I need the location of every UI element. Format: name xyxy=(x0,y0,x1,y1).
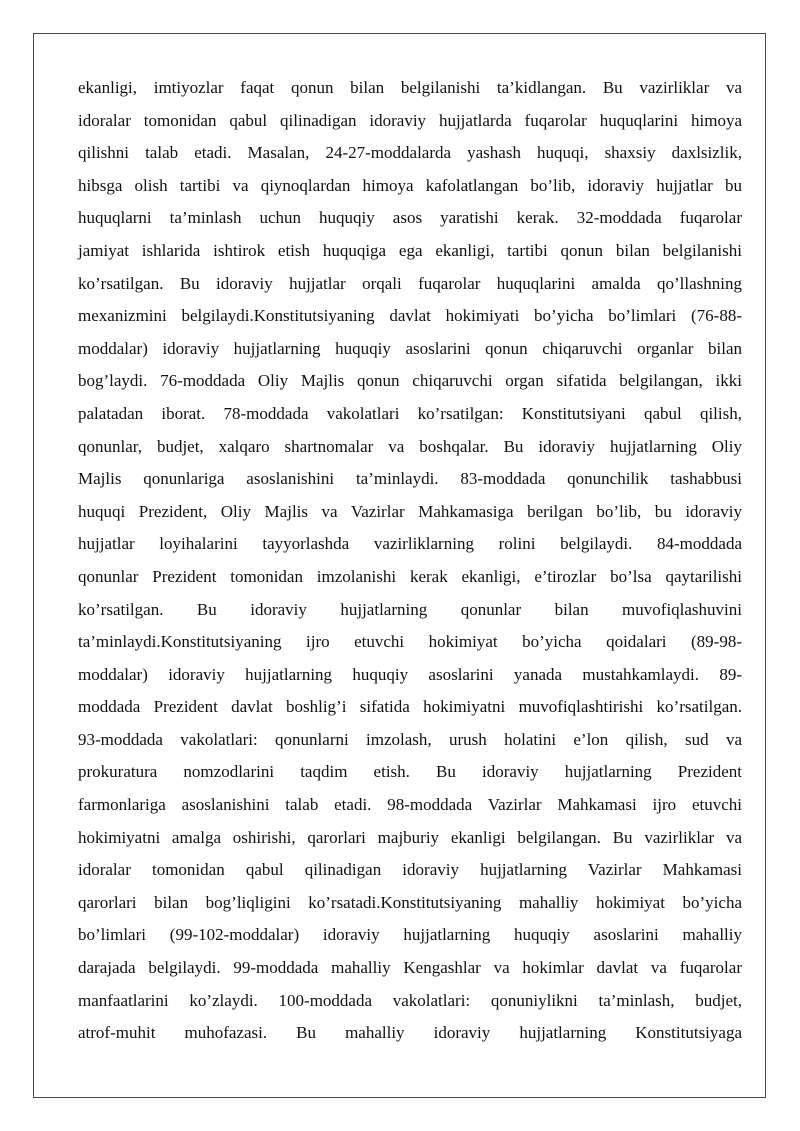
text-line: darajada belgilaydi. 99-moddada mahalliy Kengashlar va hokimlar davlat va fuqarolar xyxy=(78,958,742,978)
text-line: idoralar tomonidan qabul qilinadigan idoraviy hujjatlarda fuqarolar huquqlarini himoya xyxy=(78,110,742,130)
text-line: ko’rsatilgan. Bu idoraviy hujjatlarning qonunlar bilan muvofiqlashuvini xyxy=(78,599,742,619)
text-line: huquqi Prezident, Oliy Majlis va Vazirlar Mahkamasiga berilgan bo’lib, bu idoraviy xyxy=(78,501,742,521)
text-line: qonunlar Prezident tomonidan imzolanishi kerak ekanligi, e’tirozlar bo’lsa qaytarilishi xyxy=(78,566,742,586)
text-line: ta’minlaydi.Konstitutsiyaning ijro etuvchi hokimiyat bo’yicha qoidalari (89-98- xyxy=(78,632,742,652)
text-line: qonunlar, budjet, xalqaro shartnomalar va boshqalar. Bu idoraviy hujjatlarning Oliy xyxy=(78,436,742,456)
text-line: qarorlari bilan bog’liqligini ko’rsatadi.Konstitutsiyaning mahalliy hokimiyat bo’yicha xyxy=(78,892,742,912)
text-line: huquqlarni ta’minlash uchun huquqiy asos yaratishi kerak. 32-moddada fuqarolar xyxy=(78,208,742,228)
text-line: ko’rsatilgan. Bu idoraviy hujjatlar orqali fuqarolar huquqlarini amalda qo’llashning xyxy=(78,273,742,293)
text-line: farmonlariga asoslanishini talab etadi. 98-moddada Vazirlar Mahkamasi ijro etuvchi xyxy=(78,795,742,815)
text-line: moddalar) idoraviy hujjatlarning huquqiy asoslarini yanada mustahkamlaydi. 89- xyxy=(78,664,742,684)
text-line: 93-moddada vakolatlari: qonunlarni imzolash, urush holatini e’lon qilish, sud va xyxy=(78,729,742,749)
text-line: prokuratura nomzodlarini taqdim etish. Bu idoraviy hujjatlarning Prezident xyxy=(78,762,742,782)
body-text xyxy=(78,72,742,1050)
text-line: mexanizmini belgilaydi.Konstitutsiyaning davlat hokimiyati bo’yicha bo’limlari (76-88- xyxy=(78,306,742,326)
text-line: moddalar) idoraviy hujjatlarning huquqiy asoslarini qonun chiqaruvchi organlar bilan xyxy=(78,338,742,358)
text-line: jamiyat ishlarida ishtirok etish huquqiga ega ekanligi, tartibi qonun bilan belgilanishi xyxy=(78,240,742,260)
text-line: moddada Prezident davlat boshlig’i sifatida hokimiyatni muvofiqlashtirishi ko’rsatilgan. xyxy=(78,697,742,717)
text-line: manfaatlarini ko’zlaydi. 100-moddada vakolatlari: qonuniylikni ta’minlash, budjet, xyxy=(78,990,742,1010)
text-line: hujjatlar loyihalarini tayyorlashda vazirliklarning rolini belgilaydi. 84-moddada xyxy=(78,534,742,554)
text-line: bo’limlari (99-102-moddalar) idoraviy hujjatlarning huquqiy asoslarini mahalliy xyxy=(78,925,742,945)
text-line: ekanligi, imtiyozlar faqat qonun bilan belgilanishi ta’kidlangan. Bu vazirliklar va xyxy=(78,78,742,97)
text-line: hibsga olish tartibi va qiynoqlardan himoya kafolatlangan bo’lib, idoraviy hujjatlar bu xyxy=(78,175,742,195)
text-line: atrof-muhit muhofazasi. Bu mahalliy idoraviy hujjatlarning Konstitutsiyaga xyxy=(78,1023,742,1043)
text-line: bog’laydi. 76-moddada Oliy Majlis qonun chiqaruvchi organ sifatida belgilangan, ikki xyxy=(78,371,742,391)
text-line: qilishni talab etadi. Masalan, 24-27-moddalarda yashash huquqi, shaxsiy daxlsizlik, xyxy=(78,143,742,163)
text-line: hokimiyatni amalga oshirishi, qarorlari majburiy ekanligi belgilangan. Bu vazirliklar va xyxy=(78,827,742,847)
text-line: Majlis qonunlariga asoslanishini ta’minlaydi. 83-moddada qonunchilik tashabbusi xyxy=(78,469,742,489)
text-line: palatadan iborat. 78-moddada vakolatlari ko’rsatilgan: Konstitutsiyani qabul qilish, xyxy=(78,403,742,423)
text-line: idoralar tomonidan qabul qilinadigan idoraviy hujjatlarning Vazirlar Mahkamasi xyxy=(78,860,742,880)
